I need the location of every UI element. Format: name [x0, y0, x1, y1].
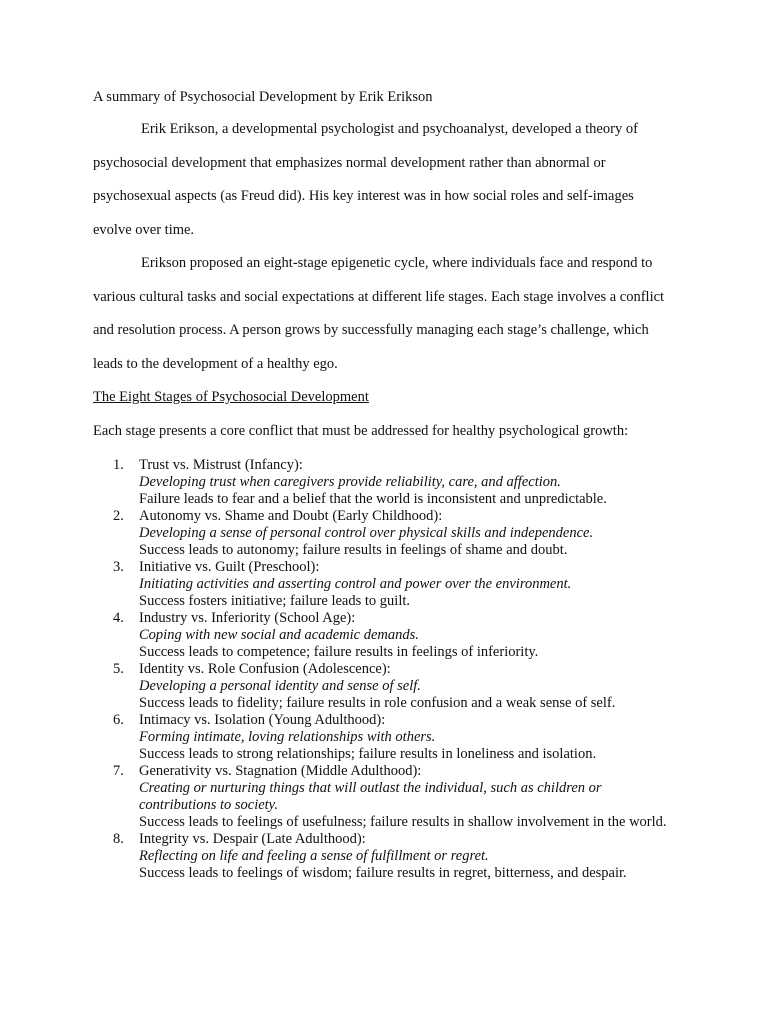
list-item — [93, 712, 673, 763]
stage-outcome: Success leads to feelings of wisdom; failure results in regret, bitterness, and despair. — [139, 865, 627, 881]
stage-number: 8. — [113, 831, 124, 847]
stage-description: Creating or nurturing things that will outlast the individual, such as children or contributions to society. — [139, 780, 602, 813]
stage-outcome: Success leads to strong relationships; failure results in loneliness and isolation. — [139, 746, 597, 762]
stage-description: Initiating activities and asserting control and power over the environment. — [139, 576, 572, 592]
stage-number: 4. — [113, 610, 124, 626]
stage-description: Forming intimate, loving relationships with others. — [139, 729, 436, 745]
stage-number: 1. — [113, 457, 124, 473]
section-intro: Each stage presents a core conflict that must be addressed for healthy psychological growth: — [93, 423, 629, 439]
list-item — [93, 661, 673, 712]
stage-title: Intimacy vs. Isolation (Young Adulthood): — [139, 712, 386, 728]
stage-outcome: Success leads to competence; failure results in feelings of inferiority. — [139, 644, 539, 660]
list-item — [93, 610, 673, 661]
paragraph-intro: Erik Erikson, a developmental psychologist and psychoanalyst, developed a theory of psychosocial development that emphasizes normal development rather than abnormal or psychosexual aspects (as Freud did). His key interest was in how social roles and self-images evolve over time. — [93, 121, 638, 238]
stage-number: 6. — [113, 712, 124, 728]
paragraph-stages-overview: Erikson proposed an eight-stage epigenetic cycle, where individuals face and respond to various cultural tasks and social expectations at different life stages. Each stage involves a conflict and resolution process. A person grows by successfully managing each stage’s challenge, which leads to the development of a healthy ego. — [93, 255, 665, 372]
stage-list — [93, 457, 673, 882]
stage-outcome: Success leads to autonomy; failure results in feelings of shame and doubt. — [139, 542, 568, 558]
list-item — [93, 831, 673, 882]
stage-title: Integrity vs. Despair (Late Adulthood): — [139, 831, 366, 847]
list-item — [93, 508, 673, 559]
list-item — [93, 763, 673, 831]
document-title: A summary of Psychosocial Development by Erik Erikson — [93, 89, 433, 105]
list-item — [93, 559, 673, 610]
stage-description: Developing a personal identity and sense of self. — [139, 678, 421, 694]
stage-description: Reflecting on life and feeling a sense of fulfillment or regret. — [139, 848, 489, 864]
stage-title: Industry vs. Inferiority (School Age): — [139, 610, 356, 626]
stage-outcome: Success fosters initiative; failure leads to guilt. — [139, 593, 411, 609]
stage-number: 7. — [113, 763, 124, 779]
stage-title: Identity vs. Role Confusion (Adolescence): — [139, 661, 391, 677]
stage-description: Developing a sense of personal control over physical skills and independence. — [139, 525, 594, 541]
stage-title: Autonomy vs. Shame and Doubt (Early Childhood): — [139, 508, 443, 524]
stage-title: Trust vs. Mistrust (Infancy): — [139, 457, 303, 473]
section-heading: The Eight Stages of Psychosocial Development — [93, 389, 369, 405]
stage-outcome: Failure leads to fear and a belief that the world is inconsistent and unpredictable. — [139, 491, 607, 507]
stage-outcome: Success leads to fidelity; failure results in role confusion and a weak sense of self. — [139, 695, 616, 711]
list-item — [93, 457, 673, 508]
stage-description: Developing trust when caregivers provide reliability, care, and affection. — [139, 474, 561, 490]
stage-number: 2. — [113, 508, 124, 524]
stage-outcome: Success leads to feelings of usefulness; failure results in shallow involvement in the world. — [139, 814, 667, 830]
stage-description: Coping with new social and academic demands. — [139, 627, 419, 643]
stage-title: Generativity vs. Stagnation (Middle Adulthood): — [139, 763, 422, 779]
stage-title: Initiative vs. Guilt (Preschool): — [139, 559, 320, 575]
stage-number: 3. — [113, 559, 124, 575]
stage-number: 5. — [113, 661, 124, 677]
